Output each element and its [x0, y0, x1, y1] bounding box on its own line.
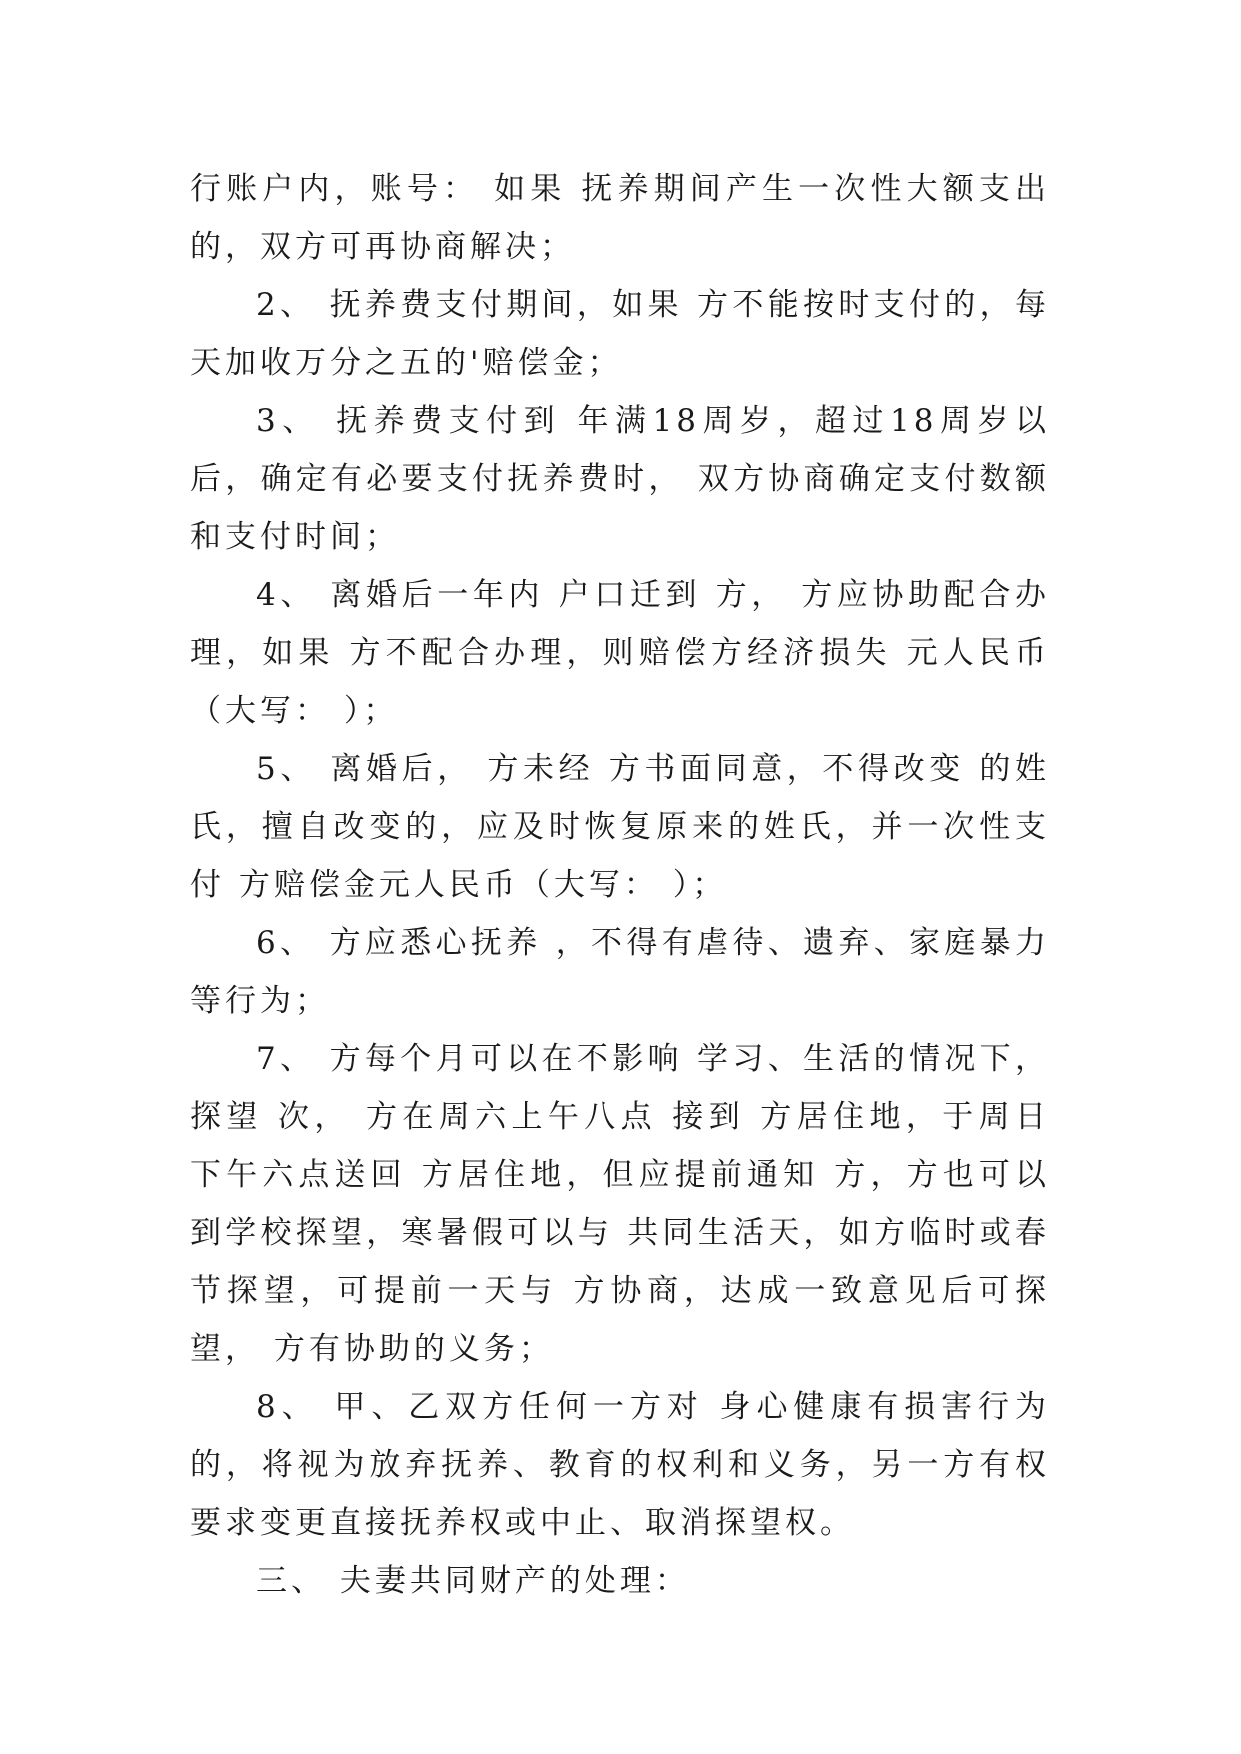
- paragraph-clause-3: 3、 抚养费支付到 年满18周岁，超过18周岁以后，确定有必要支付抚养费时， 双方协商确定支付数额和支付时间；: [190, 403, 1050, 555]
- paragraph-clause-5: 5、 离婚后， 方未经 方书面同意，不得改变 的姓氏，擅自改变的，应及时恢复原来的姓氏，并一次性支付 方赔偿金元人民币（大写： ）；: [190, 751, 1050, 903]
- section-heading-property: 三、 夫妻共同财产的处理：: [256, 1563, 690, 1599]
- paragraph-clause-8: 8、 甲、乙双方任何一方对 身心健康有损害行为的，将视为放弃抚养、教育的权利和义务，另一方有权要求变更直接抚养权或中止、取消探望权。: [190, 1389, 1050, 1541]
- paragraph-clause-6: 6、 方应悉心抚养 ，不得有虐待、遗弃、家庭暴力等行为；: [190, 925, 1050, 1019]
- paragraph-clause-4: 4、 离婚后一年内 户口迁到 方， 方应协助配合办理，如果 方不配合办理，则赔偿方经济损失 元人民币（大写： ）；: [190, 577, 1050, 729]
- paragraph-clause-7: 7、 方每个月可以在不影响 学习、生活的情况下，探望 次， 方在周六上午八点 接到 方居住地，于周日下午六点送回 方居住地，但应提前通知 方，方也可以到学校探望，寒暑假可以与 共同生活天，如方临时或春节探望，可提前一天与 方协商，达成一致意见后可探望， 方有协助的义务；: [190, 1041, 1050, 1367]
- paragraph-clause-2: 2、 抚养费支付期间，如果 方不能按时支付的，每天加收万分之五的'赔偿金；: [190, 287, 1050, 381]
- paragraph-account-continuation: 行账户内，账号： 如果 抚养期间产生一次性大额支出的，双方可再协商解决；: [190, 171, 1050, 265]
- document-body: [190, 160, 1050, 1610]
